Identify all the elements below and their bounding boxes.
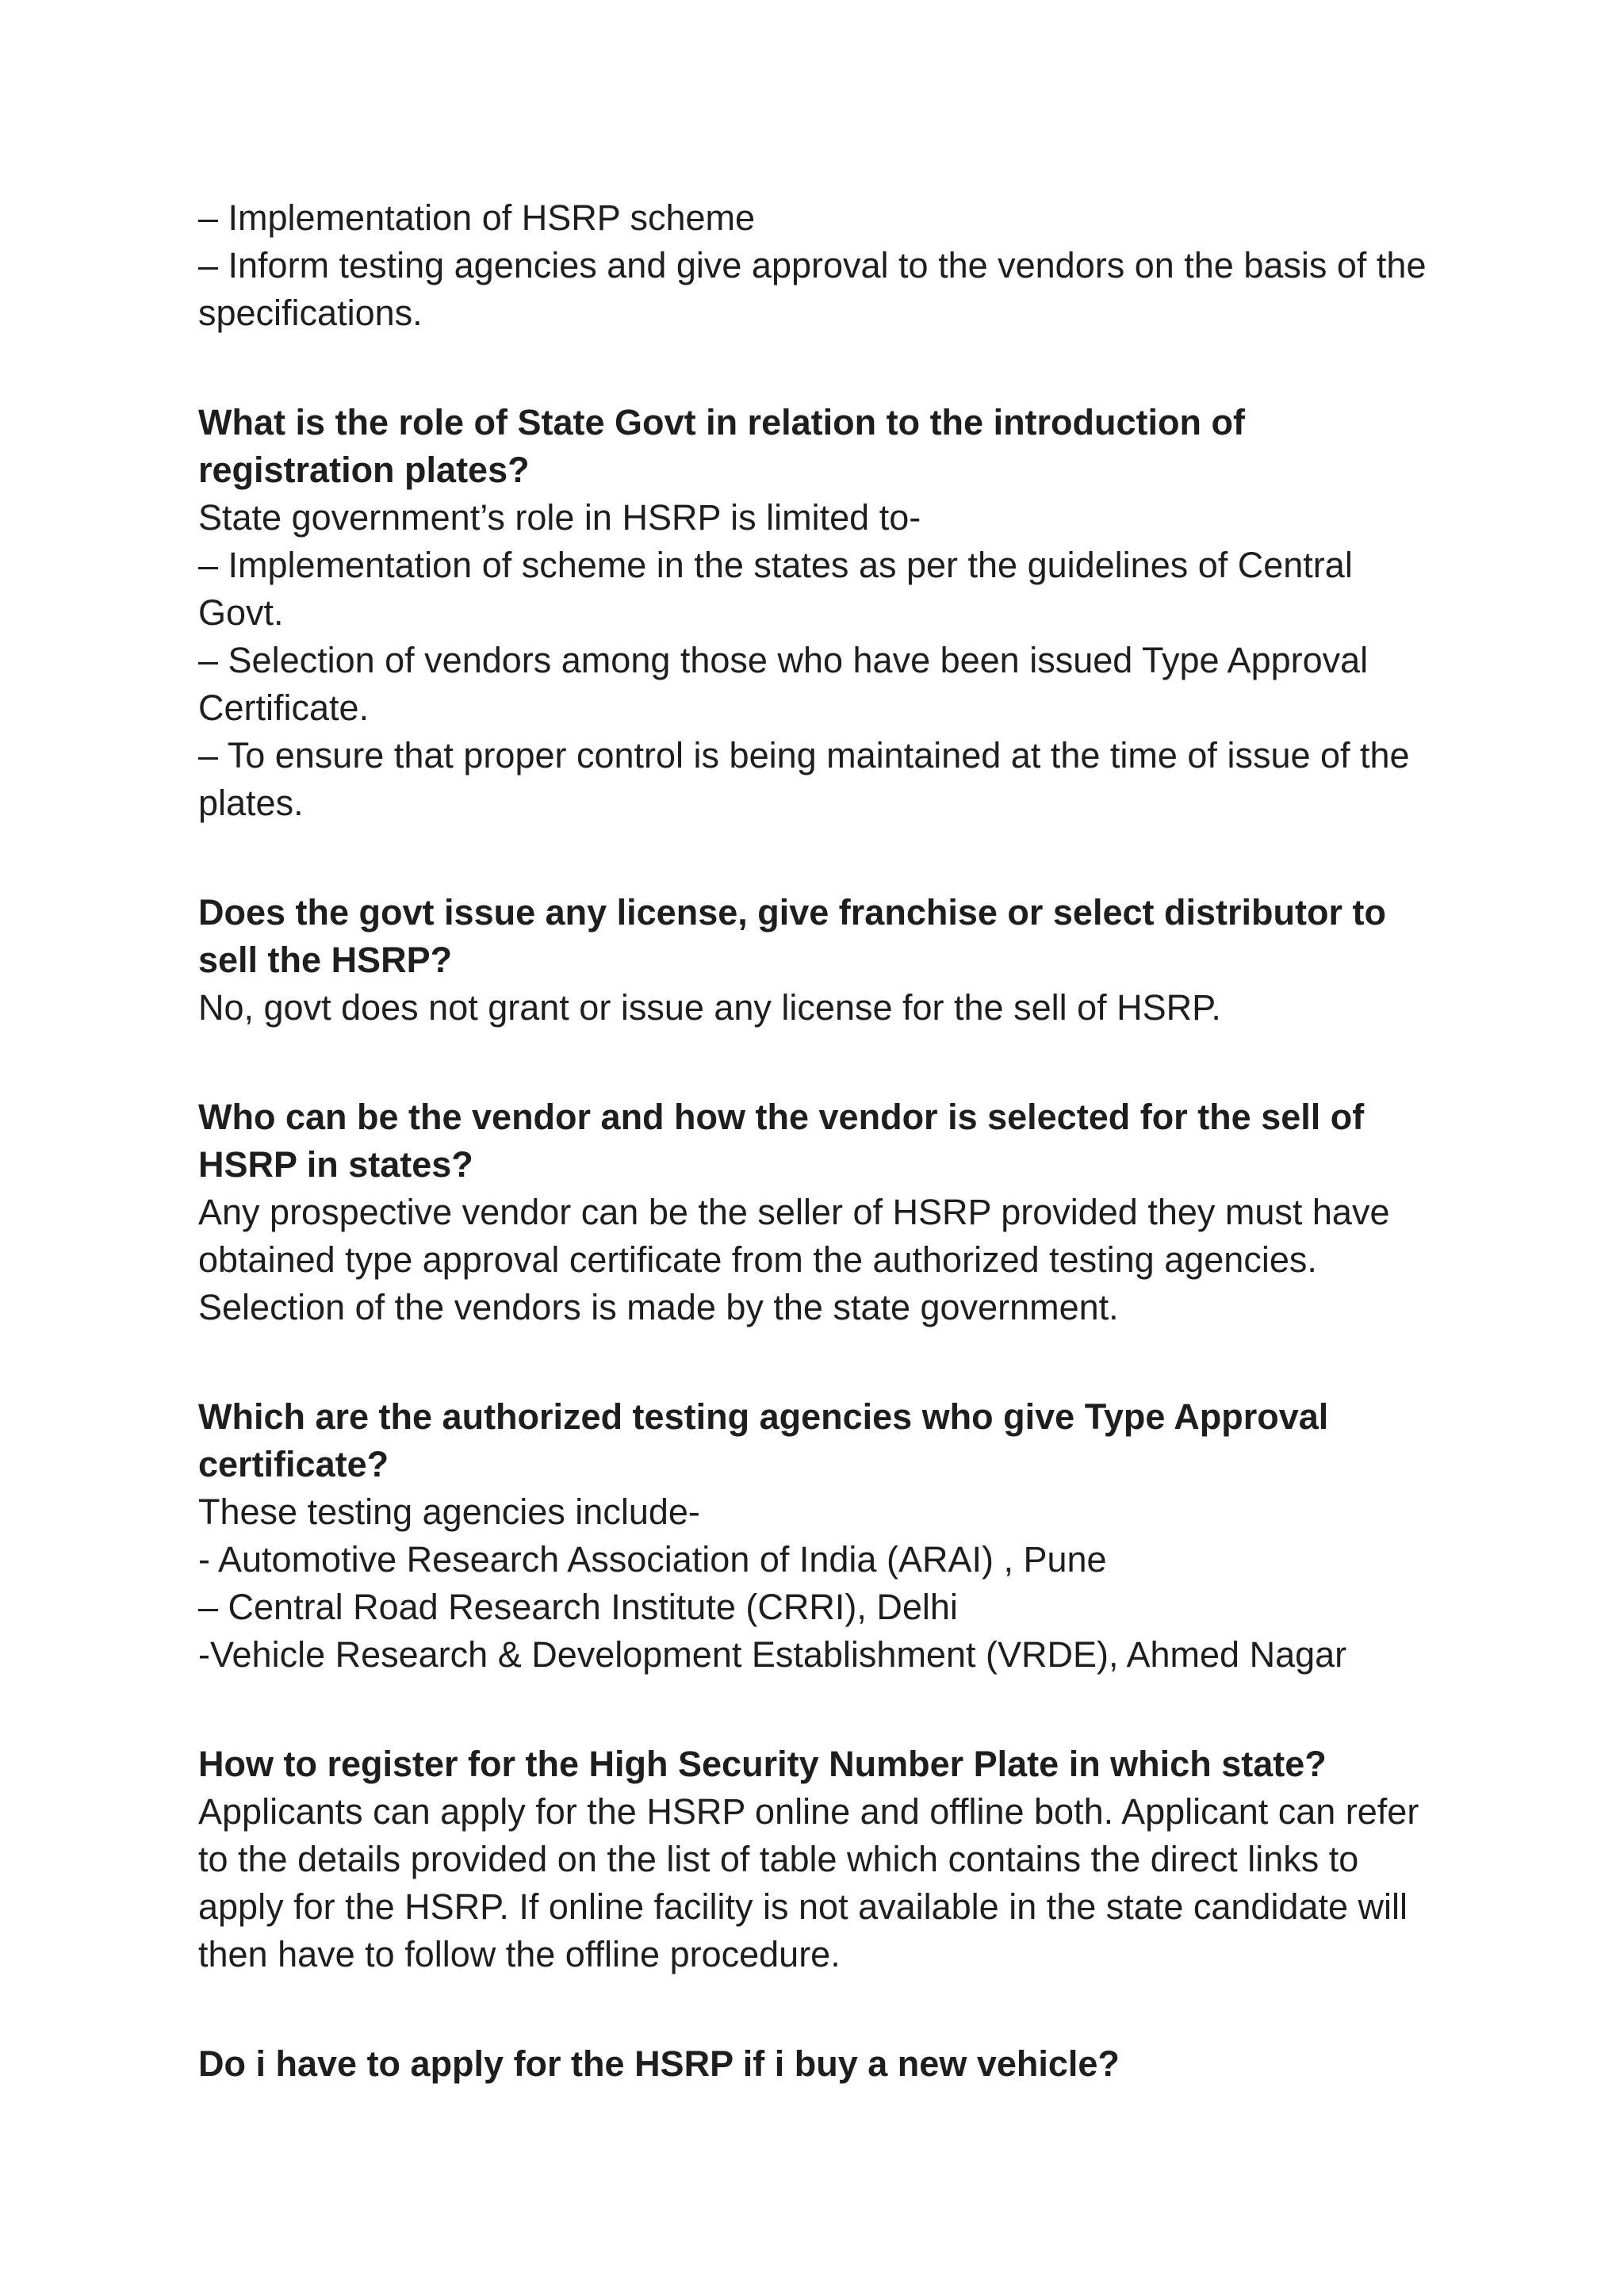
faq-question: Who can be the vendor and how the vendor is selected for the sell of <box>198 1097 1365 1137</box>
faq-question: sell the HSRP? <box>198 940 453 980</box>
faq-answer-line: – To ensure that proper control is being maintained at the time of issue of the <box>198 735 1410 776</box>
faq-answer-line: Any prospective vendor can be the seller of HSRP provided they must have <box>198 1192 1390 1232</box>
faq-answer-line: plates. <box>198 783 304 823</box>
faq-answer-line: Selection of the vendors is made by the state government. <box>198 1287 1119 1327</box>
faq-question: HSRP in states? <box>198 1144 473 1185</box>
intro-section <box>198 194 1459 337</box>
faq-question: certificate? <box>198 1444 389 1484</box>
faq-item-state-govt-role <box>198 399 1459 827</box>
faq-item-how-to-register <box>198 1741 1459 1978</box>
faq-answer-line: then have to follow the offline procedure. <box>198 1934 841 1974</box>
faq-question: What is the role of State Govt in relation to the introduction of <box>198 402 1245 442</box>
intro-line: – Inform testing agencies and give approval to the vendors on the basis of the <box>198 245 1427 285</box>
faq-question: Which are the authorized testing agencies who give Type Approval <box>198 1396 1329 1437</box>
intro-line: specifications. <box>198 293 423 333</box>
faq-answer-line: - Automotive Research Association of India (ARAI) , Pune <box>198 1539 1107 1580</box>
faq-answer-line: Applicants can apply for the HSRP online and offline both. Applicant can refer <box>198 1791 1419 1832</box>
faq-answer-line: – Selection of vendors among those who have been issued Type Approval <box>198 640 1369 680</box>
faq-item-vendor-selection <box>198 1093 1459 1331</box>
faq-question: Does the govt issue any license, give franchise or select distributor to <box>198 892 1386 933</box>
faq-answer-line: apply for the HSRP. If online facility is not available in the state candidate will <box>198 1886 1408 1927</box>
faq-answer-line: Govt. <box>198 592 284 633</box>
faq-answer-line: These testing agencies include- <box>198 1492 700 1532</box>
intro-line: – Implementation of HSRP scheme <box>198 197 756 238</box>
faq-item-testing-agencies <box>198 1393 1459 1679</box>
faq-answer-line: obtained type approval certificate from the authorized testing agencies. <box>198 1239 1317 1280</box>
document-page <box>198 194 1459 2088</box>
faq-answer-line: Certificate. <box>198 687 370 728</box>
faq-question: How to register for the High Security Number Plate in which state? <box>198 1744 1327 1784</box>
faq-answer-line: – Implementation of scheme in the states as per the guidelines of Central <box>198 545 1353 585</box>
faq-answer-line: – Central Road Research Institute (CRRI), Delhi <box>198 1587 958 1627</box>
faq-item-license <box>198 889 1459 1032</box>
faq-answer-line: -Vehicle Research & Development Establishment (VRDE), Ahmed Nagar <box>198 1634 1347 1675</box>
faq-answer-line: State government’s role in HSRP is limited to- <box>198 497 921 538</box>
faq-item-new-vehicle <box>198 2040 1459 2088</box>
faq-question: Do i have to apply for the HSRP if i buy a new vehicle? <box>198 2043 1120 2084</box>
faq-answer-line: to the details provided on the list of table which contains the direct links to <box>198 1839 1359 1879</box>
faq-answer-line: No, govt does not grant or issue any license for the sell of HSRP. <box>198 987 1221 1028</box>
faq-question: registration plates? <box>198 450 530 490</box>
